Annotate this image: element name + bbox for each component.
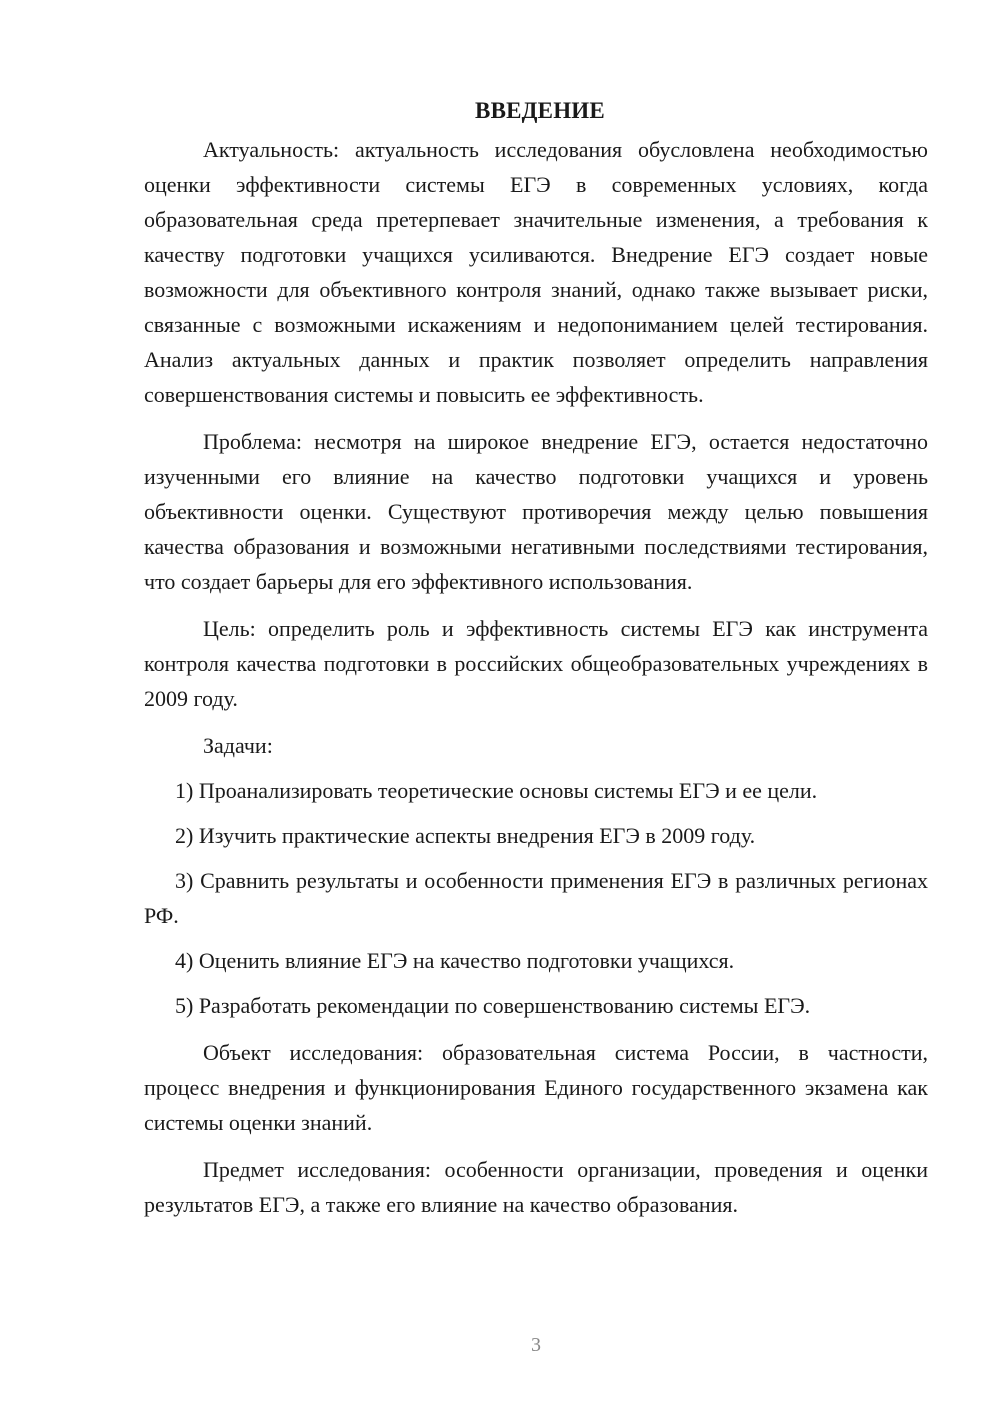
page-number: 3 (531, 1334, 541, 1356)
paragraph-subject: Предмет исследования: особенности организации, проведения и оценки результатов ЕГЭ, а также его влияние на качество образования. (144, 1157, 928, 1217)
task-item-3: 3) Сравнить результаты и особенности применения ЕГЭ в различных регионах РФ. (144, 868, 928, 928)
task-item-4: 4) Оценить влияние ЕГЭ на качество подготовки учащихся. (175, 948, 735, 973)
paragraph-object: Объект исследования: образовательная система России, в частности, процесс внедрения и функционирования Единого государственного экзамена как системы оценки знаний. (144, 1040, 928, 1135)
page-title: ВВЕДЕНИЕ (475, 98, 605, 123)
task-item-2: 2) Изучить практические аспекты внедрения ЕГЭ в 2009 году. (175, 823, 756, 848)
task-item-1: 1) Проанализировать теоретические основы системы ЕГЭ и ее цели. (175, 778, 818, 803)
tasks-heading: Задачи: (203, 733, 273, 758)
task-item-5: 5) Разработать рекомендации по совершенствованию системы ЕГЭ. (175, 993, 811, 1018)
document-page (144, 96, 928, 1222)
tasks-list (144, 773, 928, 1023)
paragraph-problem: Проблема: несмотря на широкое внедрение ЕГЭ, остается недостаточно изученными его влияние на качество подготовки учащихся и уровень объективности оценки. Существуют противоречия между целью повышения качества образования и возможными негативными последствиями тестирования, что создает барьеры для его эффективного использования. (144, 429, 928, 594)
paragraph-relevance: Актуальность: актуальность исследования обусловлена необходимостью оценки эффективности системы ЕГЭ в современных условиях, когда образовательная среда претерпевает значительные изменения, а требования к качеству подготовки учащихся усиливаются. Внедрение ЕГЭ создает новые возможности для объективного контроля знаний, однако также вызывает риски, связанные с возможными искажениям и недопониманием целей тестирования. Анализ актуальных данных и практик позволяет определить направления совершенствования системы и повысить ее эффективность. (144, 137, 928, 407)
paragraph-goal: Цель: определить роль и эффективность системы ЕГЭ как инструмента контроля качества подготовки в российских общеобразовательных учреждениях в 2009 году. (144, 616, 928, 711)
